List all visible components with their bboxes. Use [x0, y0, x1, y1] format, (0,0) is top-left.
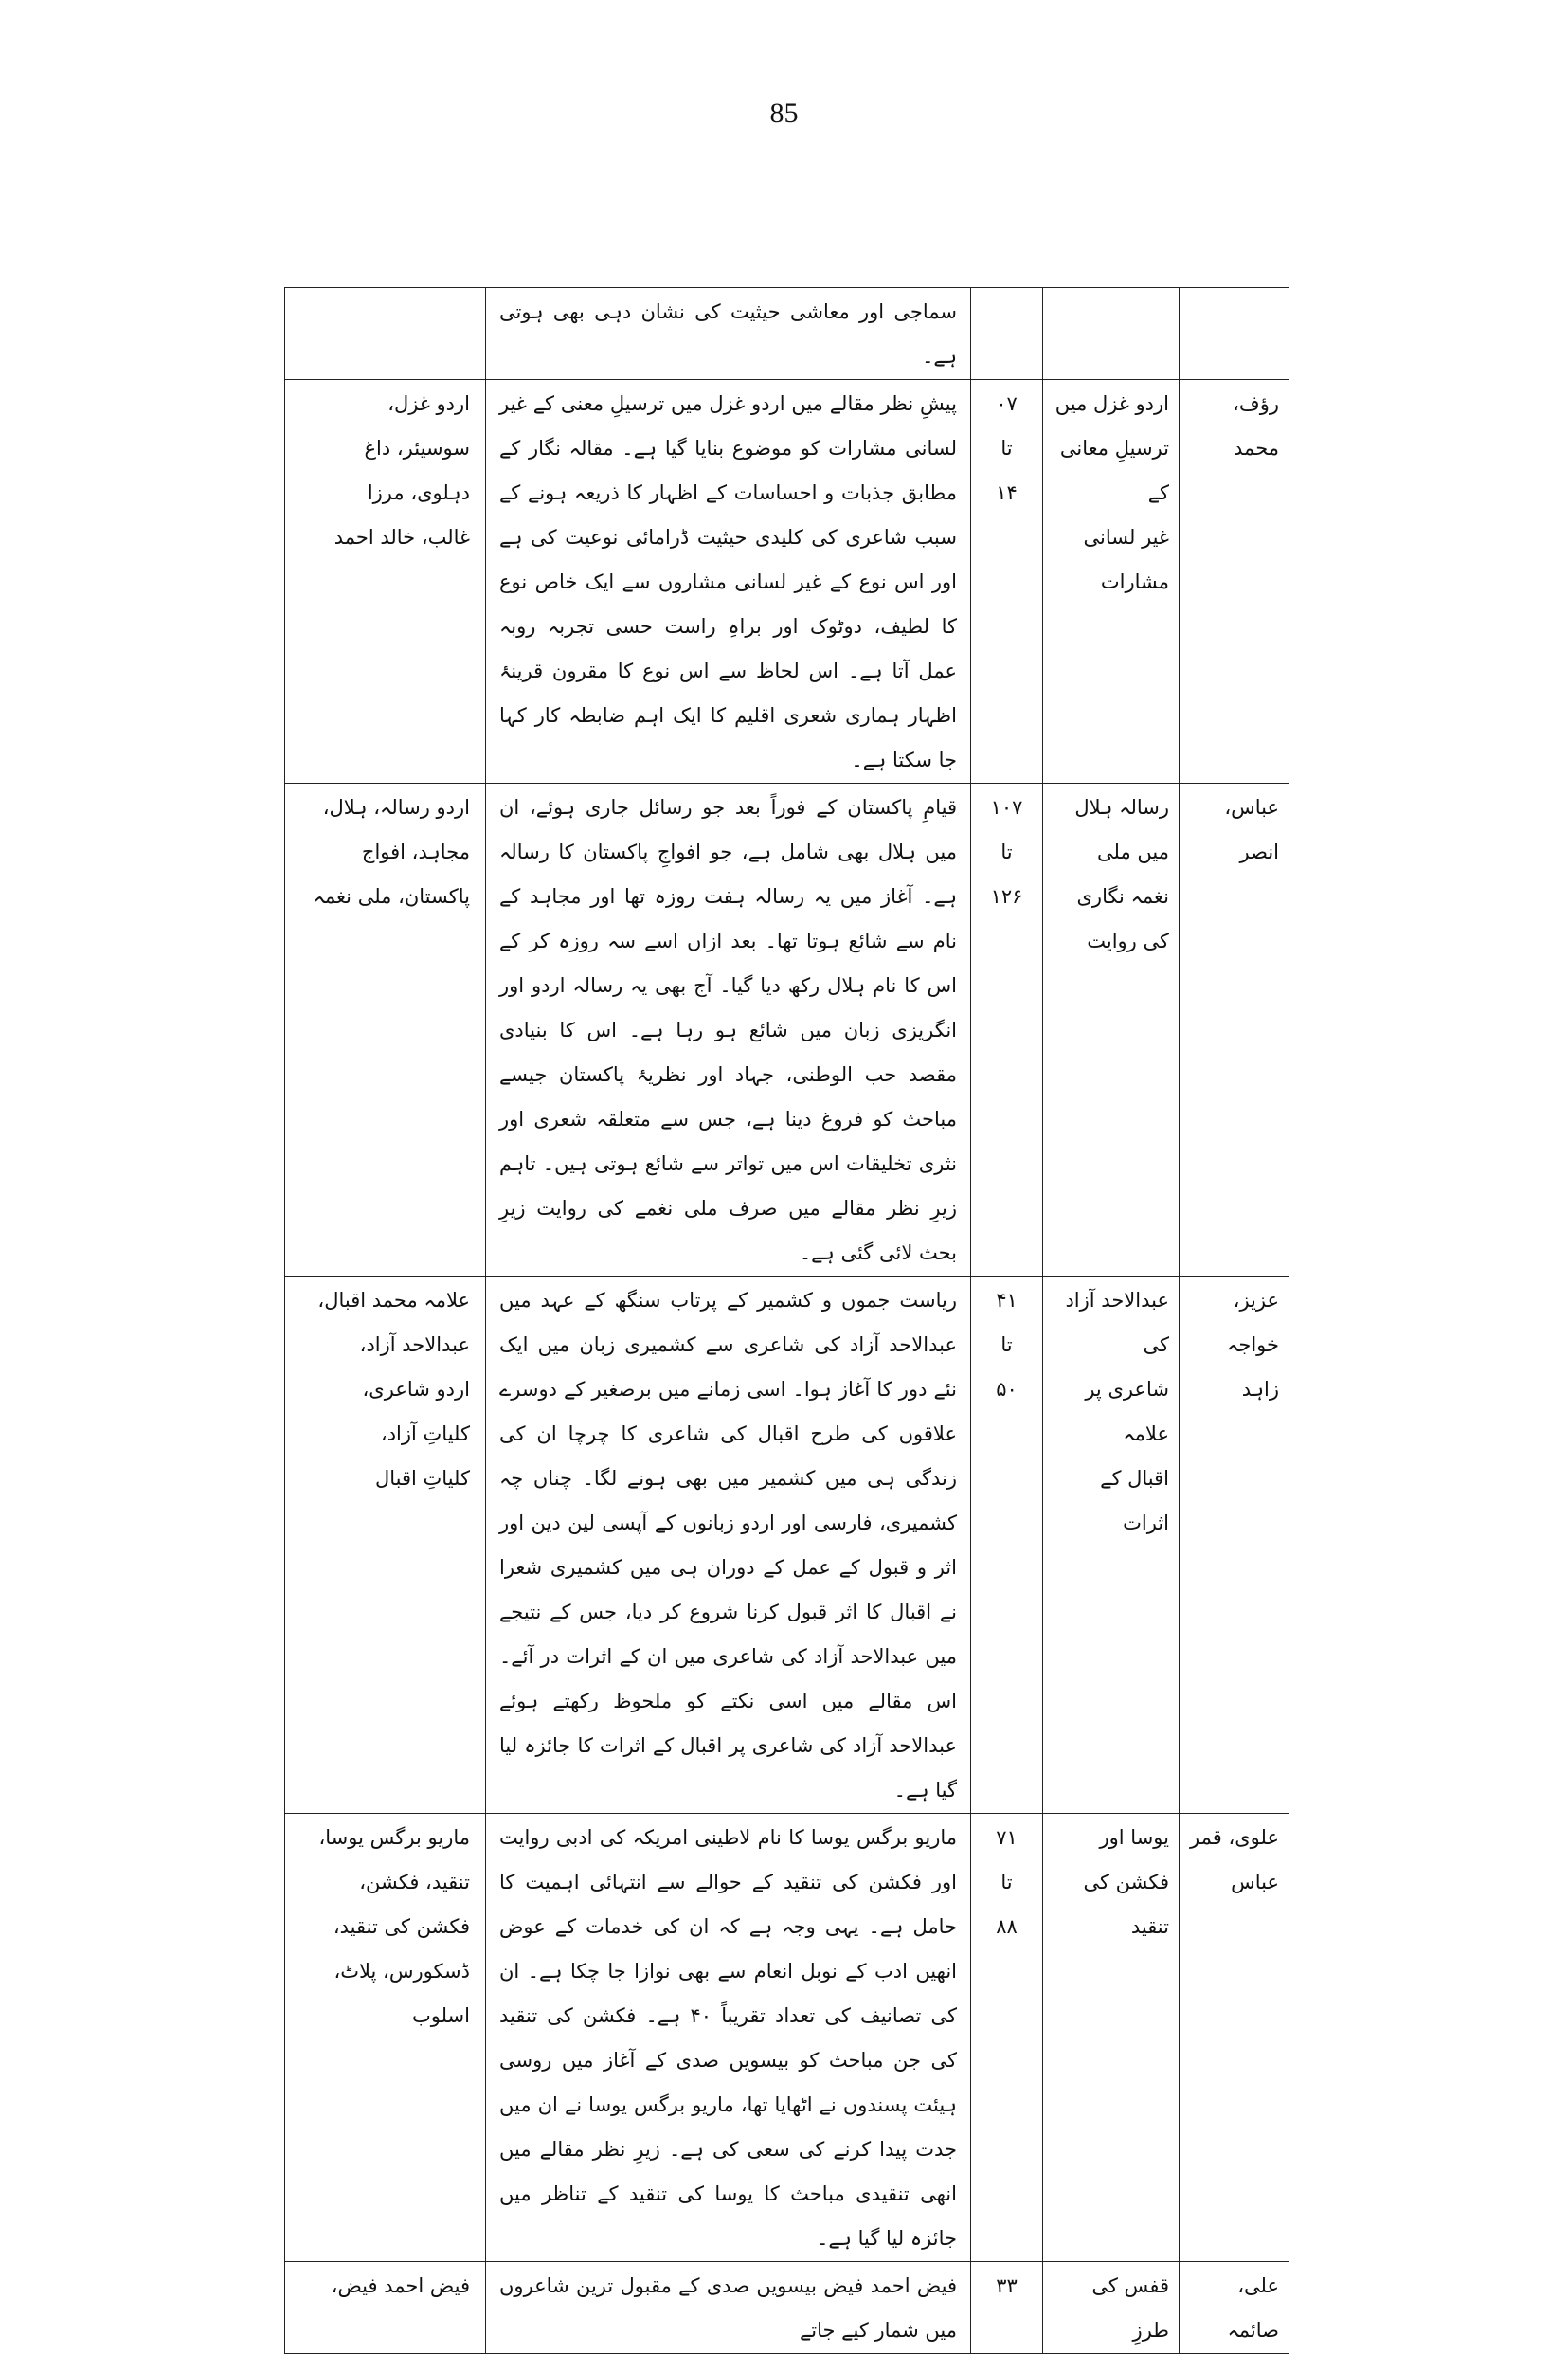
author-cell: رؤف، محمد	[1180, 380, 1289, 784]
summary-cell: فیض احمد فیض بیسویں صدی کے مقبول ترین شاعروں میں شمار کیے جاتے	[486, 2262, 971, 2354]
keywords-cell: فیض احمد فیض،	[285, 2262, 486, 2354]
summary-cell: ریاست جموں و کشمیر کے پرتاب سنگھ کے عہد میں عبدالاحد آزاد کی شاعری سے کشمیری زبان میں ایک نئے دور کا آغاز ہوا۔ اسی زمانے میں برصغیر کے دوسرے علاقوں کی طرح اقبال کی شاعری کا چرچا ان کی زندگی ہی میں کشمیر میں بھی ہونے لگا۔ چناں چہ کشمیری، فارسی اور اردو زبانوں کے آپسی لین دین اور اثر و قبول کے عمل کے دوران ہی میں کشمیری شعرا نے اقبال کا اثر قبول کرنا شروع کر دیا، جس کے نتیجے میں عبدالاحد آزاد کی شاعری میں ان کے اثرات در آئے۔ اس مقالے میں اسی نکتے کو ملحوظ رکھتے ہوئے عبدالاحد آزاد کی شاعری پر اقبال کے اثرات کا جائزہ لیا گیا ہے۔	[486, 1277, 971, 1814]
page-number: 85	[769, 98, 799, 129]
pages-cell: ۳۳	[971, 2262, 1043, 2354]
article-index-table	[284, 287, 1289, 2354]
pages-cell: ۱۰۷ تا ۱۲۶	[971, 784, 1043, 1277]
table-row	[285, 1814, 1289, 2262]
keywords-cell: اردو غزل، سوسیئر، داغ دہلوی، مرزا غالب، خالد احمد	[285, 380, 486, 784]
summary-cell: ماریو برگس یوسا کا نام لاطینی امریکہ کی ادبی روایت اور فکشن کی تنقید کے حوالے سے انتہائی اہمیت کا حامل ہے۔ یہی وجہ ہے کہ ان کی خدمات کے عوض انھیں ادب کے نوبل انعام سے بھی نوازا جا چکا ہے۔ ان کی تصانیف کی تعداد تقریباً ۴۰ ہے۔ فکشن کی تنقید کی جن مباحث کو بیسویں صدی کے آغاز میں روسی ہیئت پسندوں نے اٹھایا تھا، ماریو برگس یوسا نے ان میں جدت پیدا کرنے کی سعی کی ہے۔ زیرِ نظر مقالے میں انھی تنقیدی مباحث کا یوسا کی تنقید کے تناظر میں جائزہ لیا گیا ہے۔	[486, 1814, 971, 2262]
author-cell	[1180, 288, 1289, 380]
pages-cell: ۰۷ تا ۱۴	[971, 380, 1043, 784]
keywords-cell: علامہ محمد اقبال، عبدالاحد آزاد، اردو شاعری، کلیاتِ آزاد، کلیاتِ اقبال	[285, 1277, 486, 1814]
keywords-cell: اردو رسالہ، ہلال، مجاہد، افواج پاکستان، ملی نغمہ	[285, 784, 486, 1277]
summary-cell: قیامِ پاکستان کے فوراً بعد جو رسائل جاری ہوئے، ان میں ہلال بھی شامل ہے، جو افواجِ پاکستان کا رسالہ ہے۔ آغاز میں یہ رسالہ ہفت روزہ تھا اور مجاہد کے نام سے شائع ہوتا تھا۔ بعد ازاں اسے سہ روزہ کر کے اس کا نام ہلال رکھ دیا گیا۔ آج بھی یہ رسالہ اردو اور انگریزی زبان میں شائع ہو رہا ہے۔ اس کا بنیادی مقصد حب الوطنی، جہاد اور نظریۂ پاکستان جیسے مباحث کو فروغ دینا ہے، جس سے متعلقہ شعری اور نثری تخلیقات اس میں تواتر سے شائع ہوتی ہیں۔ تاہم زیرِ نظر مقالے میں صرف ملی نغمے کی روایت زیرِ بحث لائی گئی ہے۔	[486, 784, 971, 1277]
table-row	[285, 380, 1289, 784]
title-cell: رسالہ ہلال میں ملی نغمہ نگاری کی روایت	[1043, 784, 1180, 1277]
summary-cell: پیشِ نظر مقالے میں اردو غزل میں ترسیلِ معنی کے غیر لسانی مشارات کو موضوع بنایا گیا ہے۔ مقالہ نگار کے مطابق جذبات و احساسات کے اظہار کا ذریعہ ہونے کے سبب شاعری کی کلیدی حیثیت ڈرامائی نوعیت کی ہے اور اس نوع کے غیر لسانی مشاروں سے ایک خاص نوع کا لطیف، دوٹوک اور براہِ راست حسی تجربہ روبہ عمل آتا ہے۔ اس لحاظ سے اس نوع کا مقرون قرینۂ اظہار ہماری شعری اقلیم کا ایک اہم ضابطہ کار کہا جا سکتا ہے۔	[486, 380, 971, 784]
pages-cell	[971, 288, 1043, 380]
keywords-cell: ماریو برگس یوسا، تنقید، فکشن، فکشن کی تنقید، ڈسکورس، پلاٹ، اسلوب	[285, 1814, 486, 2262]
summary-cell: سماجی اور معاشی حیثیت کی نشان دہی بھی ہوتی ہے۔	[486, 288, 971, 380]
author-cell: عباس، انصر	[1180, 784, 1289, 1277]
title-cell: یوسا اور فکشن کی تنقید	[1043, 1814, 1180, 2262]
title-cell: اردو غزل میں ترسیلِ معانی کے غیر لسانی مشارات	[1043, 380, 1180, 784]
title-cell	[1043, 288, 1180, 380]
title-cell: عبدالاحد آزاد کی شاعری پر علامہ اقبال کے اثرات	[1043, 1277, 1180, 1814]
author-cell: علوی، قمر عباس	[1180, 1814, 1289, 2262]
table-row	[285, 288, 1289, 380]
keywords-cell	[285, 288, 486, 380]
table-row	[285, 1277, 1289, 1814]
author-cell: علی، صائمہ	[1180, 2262, 1289, 2354]
table-row	[285, 784, 1289, 1277]
title-cell: قفس کی طرزِ	[1043, 2262, 1180, 2354]
pages-cell: ۴۱ تا ۵۰	[971, 1277, 1043, 1814]
pages-cell: ۷۱ تا ۸۸	[971, 1814, 1043, 2262]
table-row	[285, 2262, 1289, 2354]
author-cell: عزیز، خواجہ زاہد	[1180, 1277, 1289, 1814]
